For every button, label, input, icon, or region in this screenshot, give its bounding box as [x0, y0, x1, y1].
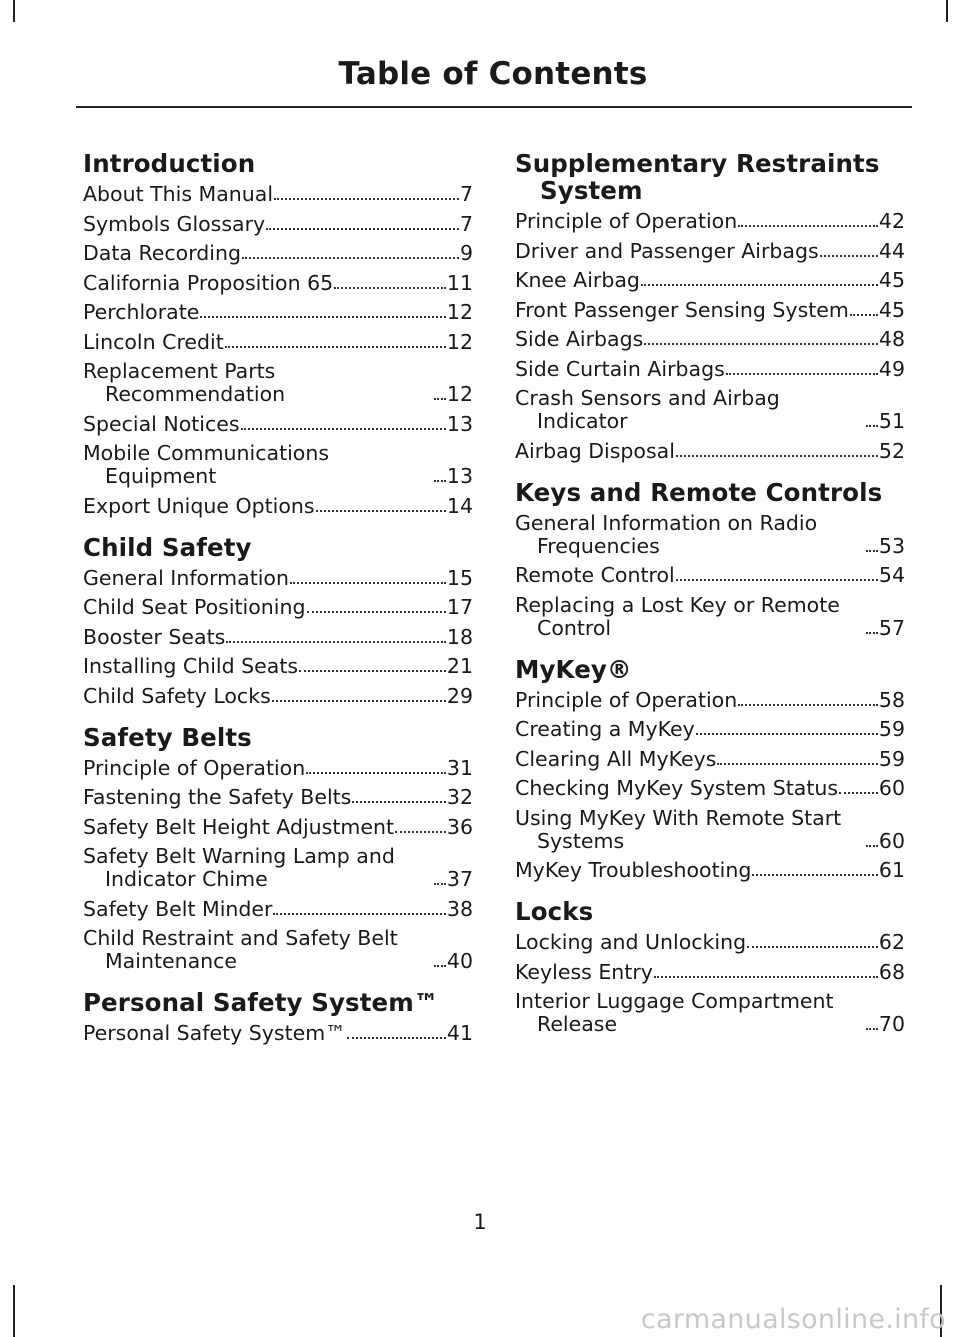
toc-entry-page: 13 [446, 411, 473, 436]
toc-entry[interactable] [515, 328, 905, 351]
section-heading: Safety Belts [83, 722, 252, 752]
toc-section-locks [515, 898, 905, 1036]
toc-entry-label: Fastening the Safety Belts [83, 785, 352, 809]
toc-entry[interactable] [83, 845, 473, 891]
toc-entry-label: Safety Belt Height Adjustment [83, 814, 394, 839]
toc-entry-page: 58 [878, 687, 905, 712]
toc-entry[interactable] [83, 242, 473, 265]
toc-entry[interactable] [515, 718, 905, 741]
toc-entry-page: 9 [459, 241, 473, 265]
toc-entry[interactable] [515, 931, 905, 954]
toc-left-column [83, 150, 473, 1061]
toc-entry-page: 15 [446, 565, 473, 590]
dot-leader [434, 480, 446, 482]
toc-entry-page: 21 [446, 654, 473, 678]
toc-entry-page: 57 [878, 615, 905, 640]
toc-entry-label: Mobile Communications Equipment [83, 441, 330, 488]
toc-entry[interactable] [515, 240, 905, 263]
toc-entry-page: 17 [446, 595, 473, 619]
toc-entry-label: Knee Airbag [515, 268, 640, 292]
header-rule [76, 106, 912, 108]
dot-leader [352, 801, 446, 803]
toc-entry-page: 52 [878, 438, 905, 463]
toc-entry[interactable] [515, 358, 905, 381]
toc-entry[interactable] [83, 626, 473, 649]
page-number: 1 [473, 1210, 487, 1234]
toc-section-mykey [515, 656, 905, 883]
toc-entry[interactable] [515, 440, 905, 463]
toc-entry[interactable] [515, 689, 905, 712]
toc-entry-label: Principle of Operation [515, 209, 738, 233]
toc-entry[interactable] [83, 596, 473, 619]
toc-entry[interactable] [515, 210, 905, 233]
dot-leader [866, 632, 878, 634]
toc-entry-label: Front Passenger Sensing System [515, 297, 849, 322]
toc-entry-page: 60 [878, 828, 905, 853]
dot-leader [241, 428, 446, 430]
toc-entry-page: 62 [878, 930, 905, 954]
crop-mark-top-left [13, 0, 15, 22]
toc-section-introduction [83, 150, 473, 518]
toc-entry[interactable] [515, 269, 905, 292]
dot-leader [866, 550, 878, 552]
toc-entry-label: Principle of Operation [515, 687, 738, 712]
toc-entry[interactable] [83, 685, 473, 708]
toc-entry[interactable] [515, 990, 905, 1036]
dot-leader [676, 579, 878, 581]
toc-entry-page: 31 [446, 755, 473, 780]
dot-leader [850, 314, 878, 316]
dot-leader [316, 510, 446, 512]
toc-entry[interactable] [515, 961, 905, 984]
toc-section-personal-safety-system [83, 989, 473, 1045]
toc-entry-label: Export Unique Options [83, 493, 315, 518]
section-heading: Keys and Remote Controls [515, 477, 883, 507]
toc-entry-page: 61 [878, 858, 905, 882]
dot-leader [747, 946, 878, 948]
toc-entry-page: 60 [878, 776, 905, 800]
section-heading: Child Safety [83, 532, 252, 562]
dot-leader [290, 582, 446, 584]
toc-entry[interactable] [83, 927, 473, 973]
toc-entry-label: Replacing a Lost Key or Remote Control [515, 592, 840, 640]
toc-entry-label: General Information [83, 565, 289, 590]
toc-entry-page: 59 [878, 717, 905, 741]
toc-entry-label: Side Airbags [515, 327, 644, 351]
toc-entry-label: Child Seat Positioning [83, 595, 306, 619]
toc-entry-page: 7 [459, 182, 473, 206]
toc-entry-page: 68 [878, 959, 905, 984]
toc-entry[interactable] [83, 1022, 473, 1045]
crop-mark-top-right [946, 0, 948, 22]
dot-leader [434, 398, 446, 400]
toc-entry-label: Crash Sensors and Airbag Indicator [515, 386, 780, 433]
toc-entry[interactable] [83, 655, 473, 678]
toc-entry-page: 53 [878, 533, 905, 558]
toc-entry[interactable] [83, 413, 473, 436]
section-heading: MyKey® [515, 654, 632, 684]
toc-entry-label: Child Safety Locks [83, 683, 271, 708]
toc-section-supplementary-restraints-system [515, 150, 905, 463]
toc-entry-page: 12 [446, 300, 473, 324]
dot-leader [738, 225, 878, 227]
toc-entry[interactable] [515, 299, 905, 322]
toc-entry-page: 12 [446, 329, 473, 354]
toc-entry-page: 7 [459, 211, 473, 236]
toc-entry-label: Installing Child Seats [83, 654, 299, 678]
toc-entry[interactable] [83, 331, 473, 354]
toc-entry-label: Interior Luggage Compartment Release [515, 989, 834, 1036]
toc-entry-label: Side Curtain Airbags [515, 356, 725, 381]
dot-leader [395, 831, 446, 833]
toc-entry[interactable] [83, 786, 473, 809]
dot-leader [434, 965, 446, 967]
toc-entry-label: Locking and Unlocking [515, 930, 747, 954]
dot-leader [839, 792, 878, 794]
toc-entry-label: MyKey Troubleshooting [515, 858, 752, 882]
toc-entry-label: Clearing All MyKeys [515, 746, 717, 771]
toc-entry-label: Keyless Entry [515, 959, 653, 984]
dot-leader [820, 255, 878, 257]
toc-entry[interactable] [83, 301, 473, 324]
toc-entry-page: 29 [446, 683, 473, 708]
toc-entry-page: 70 [878, 1012, 905, 1036]
toc-entry-page: 32 [446, 785, 473, 809]
toc-entry[interactable] [515, 859, 905, 882]
toc-section-keys-and-remote-controls [515, 479, 905, 640]
toc-entry-page: 37 [446, 867, 473, 891]
toc-entry-page: 44 [878, 238, 905, 263]
toc-entry-page: 59 [878, 746, 905, 771]
dot-leader [696, 733, 878, 735]
dot-leader [866, 845, 878, 847]
toc-entry-page: 45 [878, 268, 905, 292]
toc-entry[interactable] [83, 757, 473, 780]
toc-entry-label: General Information on Radio Frequencies [515, 510, 818, 558]
toc-entry-label: Remote Control [515, 563, 675, 587]
toc-entry-label: Checking MyKey System Status [515, 776, 839, 800]
toc-entry-label: Using MyKey With Remote Start Systems [515, 805, 842, 853]
toc-entry-label: Replacement Parts Recommendation [83, 359, 286, 406]
toc-entry-label: California Proposition 65 [83, 270, 334, 295]
dot-leader [242, 257, 459, 259]
dot-leader [226, 641, 446, 643]
toc-section-safety-belts [83, 724, 473, 974]
dot-leader [752, 874, 878, 876]
toc-entry-page: 48 [878, 327, 905, 351]
toc-entry-label: Child Restraint and Safety Belt Maintenance [83, 926, 398, 973]
toc-entry-label: Perchlorate [83, 300, 200, 324]
dot-leader [717, 763, 877, 765]
toc-entry-label: Safety Belt Minder [83, 896, 273, 921]
toc-entry-label: Data Recording [83, 241, 241, 265]
toc-entry-label: Safety Belt Warning Lamp and Indicator Chime [83, 844, 395, 891]
toc-entry-page: 41 [446, 1021, 473, 1045]
dot-leader [266, 228, 459, 230]
toc-entry-label: Airbag Disposal [515, 438, 675, 463]
toc-right-column [515, 150, 905, 1052]
section-heading: Locks [515, 897, 594, 926]
toc-entry-label: Driver and Passenger Airbags [515, 238, 819, 263]
dot-leader [434, 883, 446, 885]
toc-entry[interactable] [515, 748, 905, 771]
toc-entry[interactable] [83, 567, 473, 590]
dot-leader [306, 772, 446, 774]
toc-entry-page: 49 [878, 356, 905, 381]
watermark: carmanualsonline.info [640, 1304, 946, 1335]
dot-leader [866, 1028, 878, 1030]
dot-leader [726, 373, 878, 375]
toc-entry[interactable] [515, 594, 905, 640]
section-heading: Supplementary Restraints System [515, 149, 880, 205]
toc-entry-page: 40 [446, 949, 473, 973]
section-heading: Personal Safety System™ [83, 988, 439, 1017]
dot-leader [273, 913, 445, 915]
toc-entry-page: 51 [878, 409, 905, 433]
dot-leader [866, 425, 878, 427]
toc-entry[interactable] [515, 512, 905, 558]
toc-entry[interactable] [515, 564, 905, 587]
toc-entry-label: Creating a MyKey [515, 717, 695, 741]
toc-entry-label: Special Notices [83, 411, 240, 436]
toc-entry-page: 12 [446, 382, 473, 406]
toc-entry[interactable] [515, 807, 905, 853]
toc-entry-page: 13 [446, 464, 473, 488]
dot-leader [644, 343, 878, 345]
toc-entry-label: Personal Safety System™ [83, 1021, 346, 1045]
toc-entry[interactable] [83, 442, 473, 488]
toc-entry[interactable] [83, 495, 473, 518]
dot-leader [272, 700, 446, 702]
page-title: Table of Contents [338, 56, 648, 92]
toc-entry-page: 42 [878, 209, 905, 233]
toc-entry[interactable] [515, 387, 905, 433]
toc-section-child-safety [83, 534, 473, 708]
toc-entry-page: 36 [446, 814, 473, 839]
dot-leader [225, 346, 446, 348]
toc-entry[interactable] [83, 213, 473, 236]
dot-leader [738, 704, 878, 706]
toc-entry[interactable] [83, 898, 473, 921]
toc-entry[interactable] [83, 272, 473, 295]
toc-entry[interactable] [83, 360, 473, 406]
toc-entry-page: 38 [446, 896, 473, 921]
toc-entry[interactable] [515, 777, 905, 800]
toc-entry[interactable] [83, 816, 473, 839]
toc-entry-page: 18 [446, 624, 473, 649]
dot-leader [676, 455, 878, 457]
toc-entry-page: 11 [446, 270, 473, 295]
crop-mark-bottom-left [13, 1285, 15, 1337]
toc-entry-page: 54 [878, 563, 905, 587]
section-heading: Introduction [83, 149, 256, 178]
toc-entry-label: About This Manual [83, 182, 274, 206]
dot-leader [641, 284, 878, 286]
toc-entry-label: Lincoln Credit [83, 329, 224, 354]
toc-entry-label: Symbols Glossary [83, 211, 266, 236]
dot-leader [299, 670, 446, 672]
toc-entry-label: Booster Seats [83, 624, 226, 649]
dot-leader [200, 316, 446, 318]
toc-entry[interactable] [83, 183, 473, 206]
dot-leader [334, 287, 446, 289]
dot-leader [274, 198, 459, 200]
dot-leader [654, 976, 878, 978]
dot-leader [307, 611, 446, 613]
toc-entry-page: 45 [878, 297, 905, 322]
toc-entry-label: Principle of Operation [83, 755, 306, 780]
dot-leader [347, 1037, 446, 1039]
toc-entry-page: 14 [446, 493, 473, 518]
